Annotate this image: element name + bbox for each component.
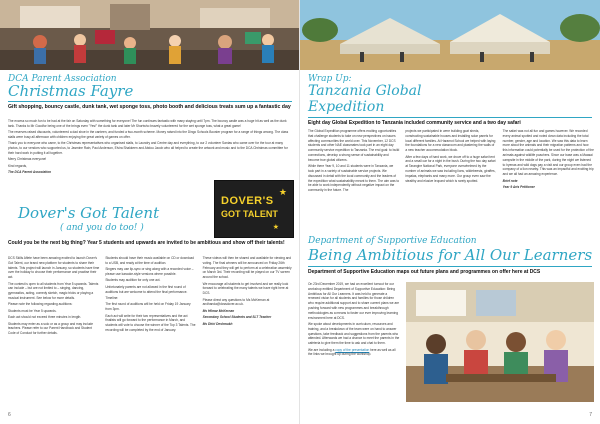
support-lead: Department of Supportive Education maps out future plans and programmes on offer here at DCS	[308, 269, 541, 275]
christmas-paragraph: Thank you to everyone who came, to the Christmas representatives who organised stalls, to Laundry and Centre day and everything, to our 2 volunteer Santas who came over for the tour at many photos, to our vendors who supported us, to Jasmine Rain, Paul Anderson, Elvira Shakkeen and Abdou Jacob who all helped to create the artwork and music and to the DCA Christmas committee for their hard work in putting it all together.	[8, 141, 288, 155]
tanzania-column-1	[308, 129, 399, 195]
talent-paragraph: DCS Skills Aflete have been amazing excited to launch Dover's Got Talent, our brand new platform for students to share their talents. This project will launch in January, so students have time over the holiday to choose their performance and practise their act.	[8, 256, 100, 280]
page-number: 7	[589, 412, 592, 418]
talent-paragraph: Students may audition for only one act.	[105, 278, 161, 283]
talent-signature-2: Ms Dhiri Deshmukh	[202, 321, 233, 326]
tanzania-column-3	[503, 129, 594, 195]
support-link-suffix: here as well as all the links we brought up during the workshop.	[308, 347, 396, 357]
talent-paragraph: The contest is open to all students from Year 5 upwards. Talents can include – but are not limited to – singing, dancing, gymnastics, acting, comedy sketch, magic tricks or playing a musical instrument. See below for more details.	[8, 281, 99, 300]
talent-paragraph: Students may enter as a solo or as a group and may include teachers. Please refer to our Parent Handbook and Student Code of Conduct for further details.	[8, 321, 94, 336]
talent-columns	[8, 256, 294, 338]
talent-paragraph: These videos will then be shared and available for viewing and voting. The final winners will be announced on Friday 26th February and they will get to perform at a celebration assembly on March 3rd. Their recording will be played on our TV screen around the school.	[202, 256, 292, 280]
tanzania-title-line2: Expedition	[308, 99, 385, 115]
support-kicker: Department of Supportive Education	[308, 236, 477, 246]
christmas-body	[8, 119, 294, 177]
talent-signature-role: Secondary School Students and SLT Teacher	[202, 315, 272, 320]
talent-column-3	[203, 256, 294, 338]
support-paragraph	[308, 348, 400, 358]
page-number: 6	[8, 412, 11, 418]
tanzania-kicker: Wrap Up:	[308, 74, 352, 84]
support-body	[308, 282, 400, 359]
christmas-photo-illustration	[0, 0, 300, 70]
classroom-photo	[406, 282, 594, 402]
tanzania-columns	[308, 129, 594, 195]
christmas-kicker: DCA Parent Association	[8, 74, 117, 84]
star-icon: ★	[272, 224, 279, 231]
talent-column-1	[8, 256, 99, 338]
support-title-rule	[308, 266, 592, 267]
tanzania-title-rule	[308, 117, 592, 118]
talent-subtitle: ( and you do too! )	[60, 223, 144, 233]
tanzania-lead: Eight day Global Expedition to Tanzania included community service and a two day safari	[308, 120, 521, 126]
talent-paragraph: Please note the following regarding auditions:	[8, 302, 73, 307]
tanzania-title-line1: Tanzania Global	[308, 83, 422, 99]
talent-lead: Could you be the next big thing? Year 5 students and upwards are invited to be ambitious and show off their talents!	[8, 240, 285, 246]
christmas-paragraph: The excess so much fun to be had at the fair on Saturday with something for everyone! The fun continues fantastic with many staying until 7pm. The bouncy castle was a huge hit as well as the dunk tank. Thanks to Mr Goodfor being one of the brings even "Yes!" the dunk tank and later Mr Shortwho bravely volunteered for the wet sponge toss, what a great game!	[8, 119, 287, 128]
christmas-signature: The DCA Parent Association	[8, 170, 51, 175]
talent-paragraph: We encourage all students to get involved and we really look forward to celebrating the many talents we have right here at DCS.	[202, 281, 289, 296]
christmas-paragraph: The reserves raised discounts, volunteered a dad shoe in the canteen, and funded a two-month scheme. Money raised into the Dingo Schools Booster program for a range of things among. The class stalls were busy all afternoon with children enjoying the great variety of games on offer.	[8, 130, 289, 139]
tanzania-paragraph: After a few days of hard work, we drove off to a huge safari tent and a small car for a night in the bush. During the two day safari at Tarangire National Park, everyone overwhelmed by the number of animals we saw including lions, wildebeests, giraffes, impalas, elephants and many more. Our group even saw the stealthy and elusive leopard which is rarely spotted.	[405, 154, 496, 183]
support-title: Being Ambitious for All Our Learners	[308, 246, 593, 264]
tanzania-photo	[300, 0, 600, 70]
support-paragraph: We spoke about developments in curriculum, resources and training, and a breakdown of the team were on hand to answer questions, take feedback and suggestions from the parents who attended. Afterwards we had a chance to meet the parents in the cafeteria to give them the time to ask and chat to them.	[308, 321, 400, 346]
talent-poster	[214, 180, 294, 238]
christmas-paragraph: Merry Christmas everyone!	[8, 157, 47, 162]
presentation-link[interactable]: copy of the presentation	[335, 347, 370, 352]
talent-paragraph: Unfortunately parents are not allowed in the first round of auditions but are welcome to attend the final performance.	[105, 284, 188, 294]
talent-signature: Ms Hilmar McKernan	[202, 308, 235, 313]
tanzania-paragraph: projects we participated in were building goat sheds, constructing sustainable houses and installing solar panels for local different families. At Haramot School we helped with laying the foundations for a new classroom and plastering the walls of a new teacher accommodation block.	[405, 129, 496, 153]
talent-poster-line2: GOT TALENT	[221, 209, 278, 219]
christmas-lead: Gift shopping, bouncy castle, dunk tank, wet sponge toss, photo booth and delicious treats sum up a fantastic day	[8, 104, 291, 110]
page-right	[300, 0, 600, 424]
tanzania-paragraph: While there Year 9, 10 and 11 students were in Tanzania, we took part in a variety of sustainable service projects. We discussed in detail with the local community and the leaders of the expedition what sustainability meant to them. The aim was to be able to work independently without negative impact on the community in the future. The	[308, 164, 400, 193]
classroom-photo-illustration	[406, 282, 594, 402]
support-link-prefix: We are including a	[308, 347, 335, 352]
talent-paragraph: Each act will write for their two representatives and the act finalists will go forward to the performance in March, and students will vote to choose the winner of the Top 3 Talents. The recording will be completed by the end of January.	[105, 313, 196, 332]
tanzania-column-2	[405, 129, 496, 195]
tanzania-paragraph: The safari was not all fun and games however. We recorded every animal spotted and noted down data including the total number, gender, age and location. We saw this data to learn more about the animals and their migration patterns and how this information could potentially be used for the protection of the animals against wildlife poachers. Since our base was a Maasai campsite in the middle of the park, during the night we listened to hyenas and wild dogs pay a visit and our group even had the company of a lion nearby. This was an impactful and exciting trip and we all had an amazing experience.	[502, 129, 594, 177]
tanzania-signature-role: Year 9 Arts Petitioner	[502, 184, 535, 189]
tanzania-signature: Brief note	[502, 178, 518, 183]
christmas-title: Christmas Fayre	[8, 82, 134, 100]
talent-paragraph: The first round of auditions will be held on Friday 19 January from 3pm.	[105, 302, 191, 312]
tanzania-photo-illustration	[300, 0, 600, 70]
talent-paragraph: Students should have their music available on CD or download to a USB, and ready at the time of audition.	[105, 256, 194, 265]
talent-paragraph: Students must be Year 5 upwards.	[8, 308, 57, 313]
star-icon: ★	[278, 187, 287, 197]
talent-paragraph: Each act should not exceed three minutes in length.	[8, 315, 82, 320]
tanzania-paragraph: The Global Expedition programme offers exciting opportunities that challenge students to take on new perspectives on issues affecting communities the world over. This November, 12 DCS students and other NAE classmates took part in an eight day community service expedition to Tanzania. The end goal: to build connections, develop a strong sense of sustainability and become true global citizens.	[308, 129, 400, 162]
support-paragraph: On 23rd December 2019, we had an excellent turnout for our workshop entitled Department of Supportive Education: Being Ambitious for All Our Learners. It was held to generate a renewed vision for all students and families for those children who require additional support and to share current plans we are pushing forward with new programmes and breakthrough methodologies as a means to foster our ever improving learning environment here at DCS.	[308, 282, 400, 320]
talent-poster-line1: DOVER'S	[221, 195, 274, 207]
christmas-title-rule	[8, 101, 292, 102]
talent-paragraph: Singers may use lip-sync or sing along with a recorded voice – please use karaoke-style versions where possible.	[105, 267, 194, 276]
christmas-photo	[0, 0, 300, 70]
christmas-paragraph: Kind regards,	[8, 163, 27, 168]
talent-paragraph: Timeline:	[105, 295, 119, 300]
talent-column-2	[105, 256, 196, 338]
talent-title: Dover's Got Talent	[18, 204, 160, 222]
talent-paragraph: Please direct any questions to Ms McKernan at andhanda@dcssdover.ac.uk.	[202, 297, 270, 307]
